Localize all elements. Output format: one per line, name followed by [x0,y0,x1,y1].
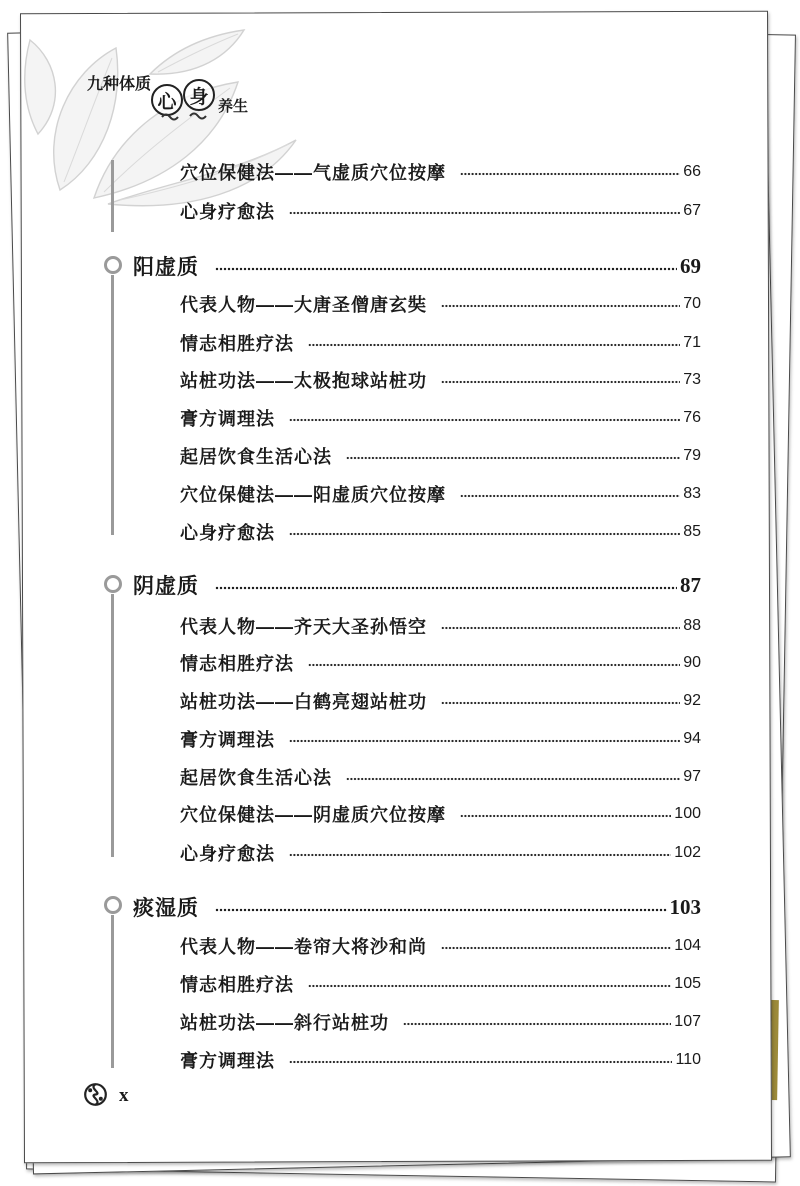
toc-entry [180,292,701,316]
toc-entry-page-number: 97 [683,768,701,785]
dot-leader [215,571,677,599]
rail-line [111,275,114,535]
toc-entry-page-number: 79 [683,447,701,464]
toc-entry-title: 情志相胜疗法 [180,975,294,995]
dot-leader [460,482,680,506]
toc-entry-page-number: 94 [683,730,701,747]
toc-entry-page-number: 71 [683,334,701,351]
toc-entry-title: 心身疗愈法 [180,844,275,864]
toc-entry [180,841,701,865]
section-page-number: 87 [680,572,701,597]
toc-entry-title: 心身疗愈法 [180,523,275,543]
toc-entry-title: 膏方调理法 [180,1051,275,1071]
dot-leader [215,252,677,280]
toc-entry [180,331,701,355]
toc-entry [180,482,701,506]
dot-leader [460,160,680,184]
section-marker-ring-icon [104,256,122,274]
toc-entry [180,765,701,789]
dot-leader [289,727,680,751]
toc-entry [180,614,701,638]
toc-entry-title: 代表人物——齐天大圣孙悟空 [180,617,427,637]
toc-section-heading [133,893,701,921]
toc-entry-page-number: 110 [675,1051,701,1068]
toc-entry-page-number: 92 [683,692,701,709]
toc-entry-title: 穴位保健法——阳虚质穴位按摩 [180,485,446,505]
dot-leader [289,841,671,865]
dot-leader [441,689,680,713]
toc-entry-title: 心身疗愈法 [180,202,275,222]
toc-entry [180,972,701,996]
toc-entry-title: 情志相胜疗法 [180,654,294,674]
dot-leader [308,651,680,675]
circled-character: 身 [183,79,215,111]
section-title: 痰湿质 [133,896,199,920]
dot-leader [289,199,680,223]
toc-entry-page-number: 67 [683,202,701,219]
toc-entry [180,651,701,675]
toc-entry [180,1010,701,1034]
dot-leader [441,614,680,638]
toc-entry-page-number: 85 [683,523,701,540]
series-title-prefix: 九种体质 [87,76,152,93]
toc-entry-page-number: 70 [683,295,701,312]
section-page-number: 103 [669,894,701,919]
dot-leader [289,1048,672,1072]
dot-leader [460,802,671,826]
toc-entry-page-number: 76 [683,409,701,426]
dot-leader [441,368,680,392]
toc-entry-title: 起居饮食生活心法 [180,768,332,788]
toc-entry-page-number: 88 [683,617,701,634]
toc-entry-title: 穴位保健法——阴虚质穴位按摩 [180,805,446,825]
toc-entry-title: 站桩功法——太极抱球站桩功 [180,371,427,391]
series-title-suffix: 养生 [218,99,249,115]
dot-leader [441,292,680,316]
toc-entry [180,520,701,544]
dot-leader [308,972,671,996]
toc-entry [180,406,701,430]
toc-entry [180,444,701,468]
toc-entry-page-number: 83 [683,485,701,502]
toc-entry [180,1048,701,1072]
toc-section-heading [133,571,701,599]
dot-leader [441,934,671,958]
section-title: 阳虚质 [133,255,199,279]
rail-line [111,594,114,857]
toc-entry-page-number: 102 [674,844,701,861]
toc-entry-title: 膏方调理法 [180,409,275,429]
toc-entry [180,689,701,713]
toc-entry-page-number: 105 [674,975,701,992]
dot-leader [403,1010,671,1034]
dot-leader [289,406,680,430]
toc-entry [180,727,701,751]
toc-section-heading [133,252,701,280]
toc-entry-title: 情志相胜疗法 [180,334,294,354]
toc-entry-title: 膏方调理法 [180,730,275,750]
circled-character: 心 [151,84,183,116]
dot-leader [289,520,680,544]
toc-entry-title: 代表人物——大唐圣僧唐玄奘 [180,295,427,315]
scroll-ornament-icon [158,110,214,122]
toc-entry [180,160,701,184]
toc-entry-title: 穴位保健法——气虚质穴位按摩 [180,163,446,183]
section-marker-ring-icon [104,896,122,914]
dot-leader [346,444,680,468]
toc-entry-page-number: 73 [683,371,701,388]
swirl-emblem-icon [83,1082,108,1107]
rail-line [111,160,114,232]
toc-entry-title: 起居饮食生活心法 [180,447,332,467]
toc-entry-page-number: 107 [674,1013,701,1030]
section-marker-ring-icon [104,575,122,593]
toc-entry-title: 站桩功法——白鹤亮翅站桩功 [180,692,427,712]
toc-entry-title: 代表人物——卷帘大将沙和尚 [180,937,427,957]
toc-entry-page-number: 66 [683,163,701,180]
dot-leader [215,893,667,921]
section-title: 阴虚质 [133,574,199,598]
section-page-number: 69 [680,253,701,278]
toc-entry [180,368,701,392]
toc-entry-title: 站桩功法——斜行站桩功 [180,1013,389,1033]
rail-line [111,915,114,1068]
toc-entry-page-number: 100 [674,805,701,822]
page-number: x [119,1085,129,1106]
toc-entry [180,934,701,958]
dot-leader [346,765,680,789]
toc-entry [180,802,701,826]
toc-entry [180,199,701,223]
dot-leader [308,331,680,355]
toc-entry-page-number: 90 [683,654,701,671]
toc-entry-page-number: 104 [674,937,701,954]
